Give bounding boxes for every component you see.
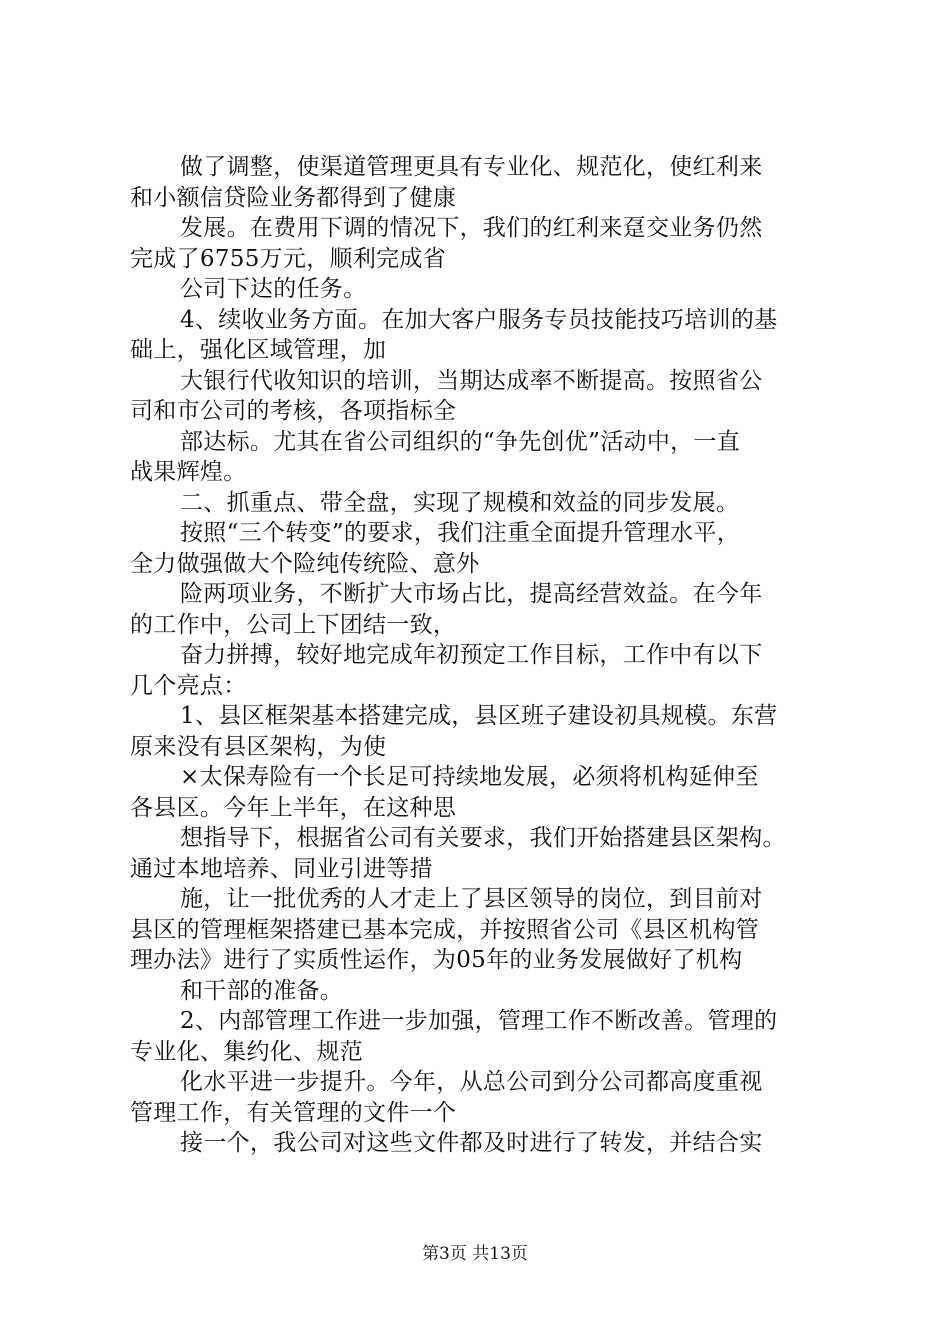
text-line: 奋力拼搏，较好地完成年初预定工作目标，工作中有以下	[180, 642, 763, 668]
text-line: 二、抓重点、带全盘，实现了规模和效益的同步发展。	[180, 489, 740, 516]
text-line: 接一个，我公司对这些文件都及时进行了转发，并结合实	[180, 1130, 763, 1156]
text-line: 的工作中，公司上下团结一致，	[130, 611, 457, 638]
text-line: 险两项业务，不断扩大市场占比，提高经营效益。在今年	[180, 581, 763, 607]
text-line: 做了调整，使渠道管理更具有专业化、规范化，使红利来	[180, 154, 763, 180]
text-line: 完成了6755万元，顺利完成省	[130, 245, 447, 272]
text-line: 想指导下，根据省公司有关要求，我们开始搭建县区架构。	[180, 825, 786, 851]
text-line: ×太保寿险有一个长足可持续地发展，必须将机构延伸至	[180, 764, 759, 790]
text-line: 1、县区框架基本搭建完成，县区班子建设初具规模。东营	[180, 703, 778, 729]
text-line: 2、内部管理工作进一步加强，管理工作不断改善。管理的	[180, 1008, 778, 1034]
text-line: 各县区。今年上半年，在这种思	[130, 794, 457, 821]
text-line: 原来没有县区架构，为使	[130, 733, 387, 760]
text-line: 公司下达的任务。	[180, 276, 367, 302]
text-line: 4、续收业务方面。在加大客户服务专员技能技巧培训的基	[180, 306, 778, 333]
text-line: 管理工作，有关管理的文件一个	[130, 1099, 457, 1126]
text-line: 和干部的准备。	[180, 977, 344, 1004]
text-line: 大银行代收知识的培训，当期达成率不断提高。按照省公	[180, 367, 763, 394]
text-line: 战果辉煌。	[130, 459, 247, 485]
text-line: 施，让一批优秀的人才走上了县区领导的岗位，到目前对	[180, 886, 763, 912]
text-line: 按照“三个转变”的要求，我们注重全面提升管理水平，	[180, 520, 741, 546]
text-line: 县区的管理框架搭建已基本完成，并按照省公司《县区机构管	[130, 916, 760, 943]
text-line: 几个亮点：	[130, 672, 247, 699]
text-line: 理办法》进行了实质性运作，为05年的业务发展做好了机构	[130, 947, 743, 973]
text-line: 化水平进一步提升。今年，从总公司到分公司都高度重视	[180, 1069, 763, 1095]
text-line: 专业化、集约化、规范	[130, 1038, 363, 1065]
text-line: 部达标。尤其在省公司组织的“争先创优”活动中，一直	[180, 428, 741, 455]
text-line: 全力做强做大个险纯传统险、意外	[130, 550, 480, 577]
text-line: 通过本地培养、同业引进等措	[130, 855, 433, 882]
document-body	[130, 152, 830, 1159]
page-footer: 第3页 共13页	[422, 1244, 528, 1264]
text-line: 和小额信贷险业务都得到了健康	[130, 184, 457, 211]
text-line: 发展。在费用下调的情况下，我们的红利来趸交业务仍然	[180, 215, 763, 241]
text-line: 司和市公司的考核，各项指标全	[130, 398, 457, 424]
text-line: 础上，强化区域管理，加	[130, 337, 387, 363]
